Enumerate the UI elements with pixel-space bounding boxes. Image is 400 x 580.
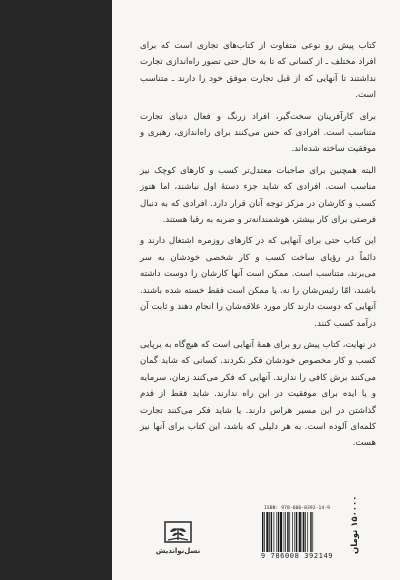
blurb-paragraph-2: برای کارآفرینان سخت‌گیر، افراد زرنگ و فعال دنیای تجارت متناسب است. افرادی که حس می‌کنند برای راه‌اندازی، رهبری و موفقیت ساخته شده‌اند.	[140, 111, 376, 155]
barcode-bar	[289, 512, 290, 552]
blurb-paragraph-3: البته همچنین برای صاحبات معتدل‌تر کسب و کارهای کوچک نیز مناسب است. افرادی که شاید جزء دستهٔ اول نباشند، اما هنوز کسب و کارشان در مرکز توجه آنان قرار دارد. افرادی که به دنبال فرصتی برای کار بیشتر، هوشمندانه‌تر و ضربه به رقبا هستند.	[140, 165, 376, 226]
barcode-bar	[266, 512, 268, 552]
book-tree-icon	[163, 520, 193, 546]
barcode-bar	[280, 512, 282, 552]
barcode-bar	[312, 512, 313, 552]
barcode-bar	[296, 512, 297, 552]
barcode-bar	[305, 512, 306, 552]
barcode-bar	[294, 512, 295, 552]
barcode-graphic	[261, 512, 333, 552]
isbn-barcode-block	[258, 506, 336, 568]
publisher-name: نسل‌نوانديش	[155, 547, 201, 555]
barcode-bar	[307, 512, 308, 552]
price-label: ۱۵۰۰۰۰ تومان	[350, 496, 360, 555]
back-cover-blurb	[140, 38, 376, 457]
dark-spine-band	[0, 0, 112, 580]
blurb-paragraph-1: کتاب پیش رو نوعی متفاوت از کتاب‌های تجاری است که برای افراد مختلف ـ از کسانی که تا به حال حتی تصور راه‌اندازی تجارت نداشتند تا آنهایی که از قبل تجارت موفق خود را دارند ـ متناسب است.	[140, 41, 376, 101]
barcode-bar	[303, 512, 304, 552]
barcode-number: 9 786008 392149	[260, 552, 334, 560]
blurb-paragraph-4: این کتاب حتی برای آنهایی که در کارهای روزمره اشتغال دارند و دائماً در رؤیای ساخت کسب و کار شخصی خودشان به سر می‌برند، متناسب است. ممکن است آنها کارشان را دوست داشته باشند، امّا رئیس‌شان را نه. یا ممکن است فقط خسته شده باشند. آنهایی که دوست دارند کار مورد علاقه‌شان را انجام دهند و ثابت آن درآمد کسب کنند.	[140, 236, 376, 329]
barcode-bar	[276, 512, 277, 552]
blurb-paragraph-5: در نهایت، کتاب پیش رو برای همهٔ آنهایی است که هیچ‌گاه به برپایی کسب و کار مخصوص خودشان فکر نکردند. کسانی که شاید گمان می‌کنند برش کافی را ندارند. آنهایی که فکر می‌کنند زمان، سرمایه و یا ایده برای موفقیت در این راه ندارند. شاید فقط از قدم گذاشتن در این مسیر هراس دارند. یا شاید فکر می‌کنند تجارت کلمه‌ای آلوده است. به هر دلیلی که باشد، این کتاب برای آنها نیز هست.	[140, 339, 376, 449]
barcode-bar	[271, 512, 272, 552]
publisher-logo	[155, 520, 201, 562]
barcode-bar	[285, 512, 286, 552]
barcode-bar	[284, 512, 285, 552]
barcode-bar	[287, 512, 288, 552]
barcode-bar	[264, 512, 265, 552]
barcode-bar	[302, 512, 303, 552]
barcode-bar	[299, 512, 301, 552]
barcode-bar	[278, 512, 279, 552]
barcode-bar	[274, 512, 275, 552]
barcode-bar	[310, 512, 311, 552]
barcode-bar	[269, 512, 270, 552]
barcode-bar	[262, 512, 263, 552]
barcode-bar	[292, 512, 293, 552]
isbn-label: ISBN: 978-600-8392-14-9	[264, 506, 330, 511]
